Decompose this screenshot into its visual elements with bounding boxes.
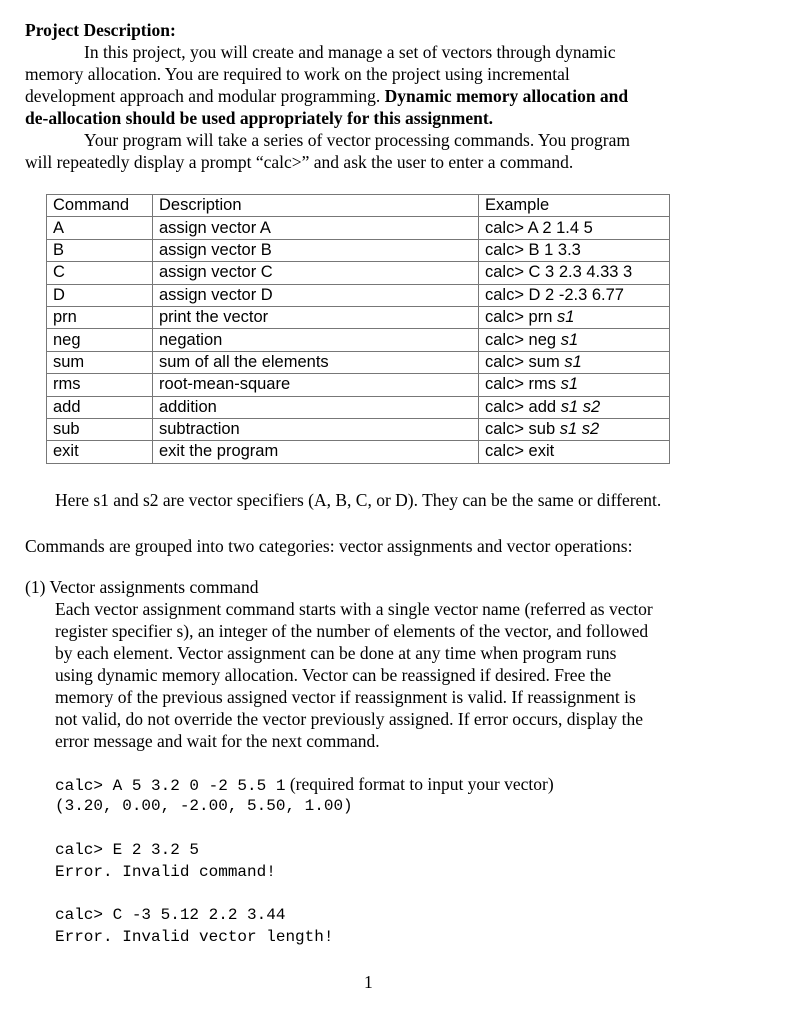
table-header-row: [47, 195, 670, 217]
table-row: [47, 306, 670, 328]
intro-line: In this project, you will create and manage a set of vectors through dynamic: [84, 42, 616, 62]
description-cell: subtraction: [153, 418, 479, 440]
command-cell: B: [47, 239, 153, 261]
example-cell: [479, 284, 670, 306]
table-row: [47, 351, 670, 373]
header-description: Description: [153, 195, 479, 217]
description-cell: assign vector C: [153, 262, 479, 284]
example-2-command: calc> E 2 3.2 5: [55, 841, 200, 859]
section-title: Project Description:: [25, 20, 176, 40]
example-text: calc> A 2 1.4 5: [485, 218, 593, 237]
intro-line: [25, 85, 628, 107]
table-row: [47, 262, 670, 284]
command-cell: rms: [47, 374, 153, 396]
section-body-line: by each element. Vector assignment can be done at any time when program runs: [55, 643, 617, 663]
intro-text: development approach and modular programming.: [25, 86, 385, 106]
description-cell: root-mean-square: [153, 374, 479, 396]
example-cell: [479, 441, 670, 463]
example-3-output: Error. Invalid vector length!: [55, 928, 334, 946]
section-body-line: memory of the previous assigned vector if reassignment is valid. If reassignment is: [55, 687, 636, 707]
vector-specifiers: s1: [560, 375, 579, 394]
description-cell: assign vector D: [153, 284, 479, 306]
section-body-line: register specifier s), an integer of the number of elements of the vector, and followed: [55, 621, 649, 641]
command-cell: sum: [47, 351, 153, 373]
section-body-line: using dynamic memory allocation. Vector can be reassigned if desired. Free the: [55, 665, 612, 685]
section-body-line: not valid, do not override the vector previously assigned. If error occurs, display the: [55, 709, 644, 729]
table-row: [47, 418, 670, 440]
table-row: [47, 374, 670, 396]
example-1-output: (3.20, 0.00, -2.00, 5.50, 1.00): [55, 797, 353, 815]
header-example: Example: [479, 195, 670, 217]
specifiers-note: Here s1 and s2 are vector specifiers (A, B, C, or D). They can be the same or different.: [55, 490, 662, 510]
vector-specifiers: s1: [560, 330, 579, 349]
example-text: calc> sub: [485, 420, 560, 439]
example-cell: [479, 239, 670, 261]
example-text: calc> add: [485, 397, 561, 416]
header-command: Command: [47, 195, 153, 217]
command-cell: neg: [47, 329, 153, 351]
description-cell: addition: [153, 396, 479, 418]
vector-specifiers: s1 s2: [559, 420, 600, 439]
command-cell: D: [47, 284, 153, 306]
example-cell: [479, 418, 670, 440]
example-cell: [479, 374, 670, 396]
example-cell: [479, 262, 670, 284]
example-text: calc> neg: [485, 330, 561, 349]
table-row: [47, 217, 670, 239]
categories-note: Commands are grouped into two categories: vector assignments and vector operations:: [25, 536, 633, 556]
example-cell: [479, 306, 670, 328]
command-cell: add: [47, 396, 153, 418]
table-row: [47, 329, 670, 351]
section-body-line: error message and wait for the next command.: [55, 731, 380, 751]
description-cell: assign vector B: [153, 239, 479, 261]
example-text: calc> rms: [485, 375, 561, 394]
intro-line: memory allocation. You are required to work on the project using incremental: [25, 64, 570, 84]
example-text: calc> prn: [485, 308, 557, 327]
example-cell: [479, 329, 670, 351]
description-cell: negation: [153, 329, 479, 351]
example-text: calc> sum: [485, 352, 565, 371]
example-cell: [479, 351, 670, 373]
description-cell: assign vector A: [153, 217, 479, 239]
example-cell: [479, 396, 670, 418]
format-note: (required format to input your vector): [285, 774, 554, 794]
section-body-line: Each vector assignment command starts with a single vector name (referred as vector: [55, 599, 653, 619]
example-text: calc> C 3 2.3 4.33 3: [485, 263, 633, 282]
intro-bold-text: Dynamic memory allocation and: [384, 86, 629, 106]
command-cell: prn: [47, 306, 153, 328]
intro-bold-line: de-allocation should be used appropriately for this assignment.: [25, 108, 494, 128]
vector-specifiers: s1 s2: [560, 397, 601, 416]
table-row: [47, 284, 670, 306]
example-text: calc> D 2 -2.3 6.77: [485, 285, 624, 304]
command-table: [46, 194, 670, 464]
code-text: calc> A 5 3.2 0 -2 5.5 1: [55, 777, 286, 795]
vector-specifiers: s1: [557, 308, 575, 327]
example-cell: [479, 217, 670, 239]
description-cell: sum of all the elements: [153, 351, 479, 373]
table-row: [47, 396, 670, 418]
section-heading: (1) Vector assignments command: [25, 577, 259, 597]
table-row: [47, 441, 670, 463]
example-text: calc> exit: [485, 442, 555, 461]
example-1-command: [55, 773, 554, 797]
example-2-output: Error. Invalid command!: [55, 863, 276, 881]
example-3-command: calc> C -3 5.12 2.2 3.44: [55, 906, 286, 924]
command-cell: A: [47, 217, 153, 239]
description-cell: exit the program: [153, 441, 479, 463]
page-number: 1: [364, 972, 373, 992]
example-text: calc> B 1 3.3: [485, 240, 581, 259]
table-row: [47, 239, 670, 261]
command-cell: sub: [47, 418, 153, 440]
command-cell: C: [47, 262, 153, 284]
command-cell: exit: [47, 441, 153, 463]
description-cell: print the vector: [153, 306, 479, 328]
intro-line: Your program will take a series of vector processing commands. You program: [84, 130, 630, 150]
vector-specifiers: s1: [564, 352, 582, 371]
intro-line: will repeatedly display a prompt “calc>” and ask the user to enter a command.: [25, 152, 574, 172]
